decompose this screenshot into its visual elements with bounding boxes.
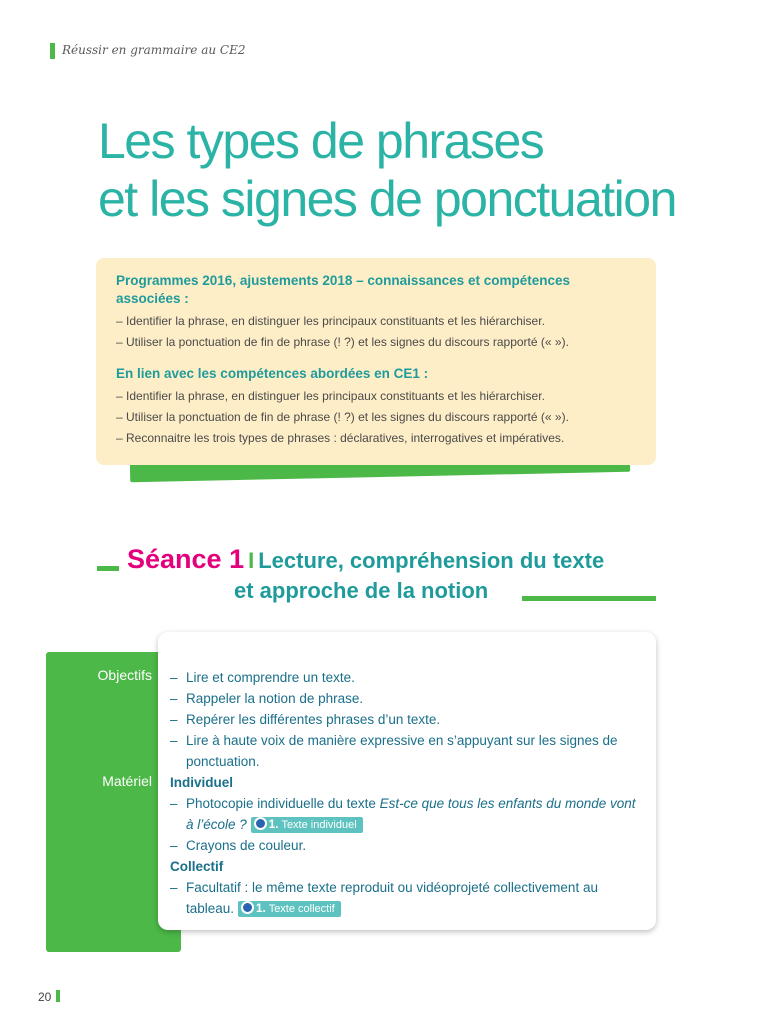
resource-badge-texte-collectif[interactable] bbox=[238, 901, 341, 917]
page-title-line-2: et les signes de ponctuation bbox=[98, 171, 676, 227]
objectif-item: – Lire à haute voix de manière expressive en s’appuyant sur les signes de ponctuation. bbox=[170, 730, 645, 772]
seance-title-line-2: et approche de la notion bbox=[234, 578, 489, 603]
materiel-item-facultatif bbox=[170, 877, 645, 919]
objectifs-label: Objectifs bbox=[97, 667, 152, 683]
materiel-label: Matériel bbox=[102, 773, 152, 789]
resource-badge-texte-individuel[interactable] bbox=[251, 817, 363, 833]
collectif-heading: Collectif bbox=[170, 859, 224, 874]
session-details-content bbox=[170, 667, 645, 919]
programmes-item: – Utiliser la ponctuation de fin de phrase (! ?) et les signes du discours rapporté (« »). bbox=[116, 335, 569, 349]
programmes-list bbox=[116, 311, 636, 353]
facultatif-text: Facultatif : le même texte reproduit ou vidéoprojeté collectivement au tableau. bbox=[186, 880, 598, 916]
ce1-competences-item: – Reconnaitre les trois types de phrases : déclaratives, interrogatives et impératives. bbox=[116, 431, 565, 445]
seance-title-line-1: Lecture, compréhension du texte bbox=[258, 548, 605, 573]
seance-number: Séance 1 bbox=[127, 544, 245, 574]
objectif-item: – Rappeler la notion de phrase. bbox=[170, 688, 645, 709]
badge-number: 1. bbox=[255, 901, 266, 915]
page-number: 20 bbox=[38, 990, 52, 1004]
cd-icon bbox=[241, 901, 254, 914]
photocopie-title: Est-ce que tous les enfants du monde vont à l’école ? bbox=[186, 796, 636, 832]
objectif-item: – Lire et comprendre un texte. bbox=[170, 667, 645, 688]
seance-heading bbox=[0, 540, 768, 610]
objectif-item: – Repérer les différentes phrases d’un texte. bbox=[170, 709, 645, 730]
running-title: Réussir en grammaire au CE2 bbox=[62, 43, 246, 57]
photocopie-text: Photocopie individuelle du texte bbox=[186, 796, 380, 811]
programmes-heading: Programmes 2016, ajustements 2018 – connaissances et compétences associées : bbox=[116, 273, 570, 306]
page-number-accent-bar bbox=[56, 990, 60, 1002]
programmes-item: – Identifier la phrase, en distinguer les principaux constituants et les hiérarchiser. bbox=[116, 314, 545, 328]
cd-icon bbox=[254, 817, 267, 830]
page-title bbox=[98, 112, 738, 228]
individuel-list bbox=[170, 793, 645, 856]
programmes-box bbox=[96, 258, 656, 465]
ce1-competences-heading: En lien avec les compétences abordées en CE1 : bbox=[116, 366, 429, 381]
collectif-list bbox=[170, 877, 645, 919]
header-accent-bar bbox=[50, 43, 55, 59]
materiel-item-photocopie bbox=[170, 793, 645, 835]
badge-number: 1. bbox=[268, 817, 279, 831]
objectifs-list bbox=[170, 667, 645, 772]
ce1-competences-list bbox=[116, 386, 636, 449]
page-title-line-1: Les types de phrases bbox=[98, 113, 544, 169]
badge-text: Texte individuel bbox=[281, 819, 357, 831]
ce1-competences-item: – Utiliser la ponctuation de fin de phrase (! ?) et les signes du discours rapporté (« »). bbox=[116, 410, 569, 424]
materiel-item-crayons: – Crayons de couleur. bbox=[170, 835, 645, 856]
seance-separator: I bbox=[248, 548, 255, 573]
ce1-competences-item: – Identifier la phrase, en distinguer les principaux constituants et les hiérarchiser. bbox=[116, 389, 545, 403]
individuel-heading: Individuel bbox=[170, 775, 234, 790]
badge-text: Texte collectif bbox=[268, 903, 335, 915]
